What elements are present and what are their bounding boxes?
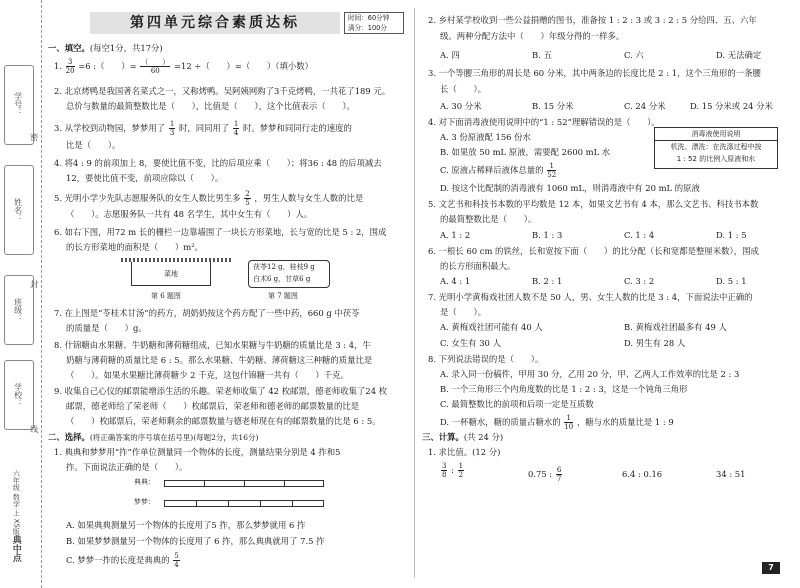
figure-7-caption: 第 7 题图	[268, 292, 298, 300]
choice-5-opt-b[interactable]: B. 1 : 3	[532, 230, 563, 240]
q-text: 3. 从学校到动物园，梦梦用了	[54, 123, 166, 133]
question-7a: 7. 在上图是“苓桂术甘汤”的药方，胡奶奶按这个药方配了一些中药，660 g 中茯苓	[54, 308, 360, 318]
question-2a: 2. 北京烤鸭是我国著名菜式之一，又称烤鸭。吴阿姨网购了3千克烤鸭，一共花了189 元。	[54, 86, 391, 96]
seal-mark-3: 线	[29, 425, 39, 433]
section-note: (将正确答案的序号填在括号里)(每题2分，共16分)	[89, 433, 259, 442]
choice-4-opt-c[interactable]	[440, 162, 557, 179]
diandian-label: 典典：	[134, 478, 155, 486]
fraction	[441, 462, 447, 479]
choice-5b[interactable]: 的最简整数比是（ ）。	[440, 214, 537, 224]
choice-4-opt-a[interactable]: A. 3 份原液配 156 份水	[440, 132, 531, 142]
den: 4	[174, 561, 179, 569]
choice-4a[interactable]: 4. 对下面消毒液使用说明中的“1 : 52”理解错误的是（ ）。	[428, 117, 660, 127]
choice-6a[interactable]: 6. 一根长 60 cm 的铁丝，长和宽按下面（ ）的比分配（长和宽都是整厘米数），围成	[428, 246, 759, 256]
school-label: 学校：	[13, 383, 23, 407]
den: 20	[65, 67, 75, 75]
section-note: (每空1分，共17分)	[89, 43, 163, 53]
q-num: 1.	[54, 61, 62, 71]
den: 4	[233, 129, 239, 137]
fraction	[66, 58, 75, 75]
choice-2-opt-c[interactable]: C. 六	[624, 50, 644, 60]
choice-8-opt-b[interactable]: B. 一个三角形三个内角度数的比是 1 : 2 : 3，这是一个钝角三角形	[440, 384, 688, 394]
question-3b[interactable]: 比是（ ）。	[66, 140, 121, 150]
den: 5	[245, 199, 250, 207]
fraction	[564, 414, 573, 431]
num[interactable]: （ ）	[141, 58, 170, 66]
option-text: C. 原液占稀释后液体总量的	[440, 165, 544, 175]
fraction	[140, 58, 170, 75]
section-note: (共 24 分)	[463, 432, 504, 442]
question-6a: 6. 如右下图，用72 m 长的栅栏一边靠墙围了一块长方形菜地，长与宽的比是 5 : 2，围成	[54, 227, 387, 237]
choice-7-opt-c[interactable]: C. 女生有 30 人	[440, 338, 501, 348]
question-7b[interactable]: 的质量是（ ）g。	[66, 323, 147, 333]
section-title: 二、选择。	[48, 432, 90, 442]
den: 10	[564, 423, 574, 431]
choice-8-opt-c[interactable]: C. 最简整数比的前项和后项一定是互质数	[440, 399, 594, 409]
section-title: 一、填空。	[48, 43, 90, 53]
choice-1-option-c[interactable]	[66, 552, 181, 569]
num: 2	[245, 190, 250, 198]
question-8a: 8. 什锦糖由水果糖、牛奶糖和薄荷糖组成，已知水果糖与牛奶糖的质量比是 3 : 4，牛	[54, 340, 371, 350]
book-label: 六年级 数学 上 XS版	[12, 470, 21, 535]
choice-3-opt-c[interactable]: C. 24 分米	[624, 101, 666, 111]
choice-5-opt-a[interactable]: A. 1 : 2	[440, 230, 471, 240]
notice-title: 消毒液使用说明	[655, 128, 777, 141]
choice-7-opt-a[interactable]: A. 黄梅戏社团可能有 40 人	[440, 322, 543, 332]
left-column	[46, 0, 410, 588]
question-1	[54, 58, 313, 75]
student-id-label: 学号：	[13, 92, 23, 116]
choice-6-opt-c[interactable]: C. 3 : 2	[624, 276, 655, 286]
full-score: 满分：100分	[348, 24, 387, 32]
choice-5-opt-d[interactable]: D. 1 : 5	[716, 230, 747, 240]
choice-6-opt-d[interactable]: D. 5 : 1	[716, 276, 747, 286]
choice-7b[interactable]: 是（ ）。	[440, 307, 487, 317]
choice-1a: 1. 典典和梦梦用“拃”作单位测量同一个物体的长度，测量结果分别是 4 拃和5	[54, 447, 341, 457]
time-limit: 时间：60分钟	[348, 14, 390, 22]
num: 3	[66, 58, 75, 67]
q-text: 5. 光明小学少先队志愿服务队的女生人数比男生多	[54, 193, 241, 203]
q-text[interactable]: =12 ÷（ ）=（ ）（填小数）	[173, 61, 314, 71]
choice-4-opt-b[interactable]: B. 如果放 50 mL 原液，需要配 2600 mL 水	[440, 147, 611, 157]
choice-3-opt-a[interactable]: A. 30 分米	[440, 101, 482, 111]
choice-1-option-a[interactable]: A. 如果典典测量另一个物体的长度用了5 拃，那么梦梦就用 6 拃	[66, 520, 306, 530]
choice-7a: 7. 光明小学黄梅戏社团人数不是 50 人，男、女生人数的比是 3 : 4，下面说法中正确的	[428, 292, 753, 302]
option-text: D. 一杯糖水，糖的质量占糖水的	[440, 417, 561, 427]
num: 1	[547, 162, 556, 171]
choice-3a: 3. 一个等腰三角形的周长是 60 分米，其中两条边的长度比是 2 : 1，这个三角形的一条腰	[428, 68, 761, 78]
section-choice	[48, 432, 258, 442]
fraction	[556, 466, 562, 483]
calc-item-d[interactable]: 34 : 51	[716, 469, 746, 479]
option-text: C. 梦梦一拃的长度是典典的	[66, 555, 170, 565]
question-2b[interactable]: 总价与数量的最简整数比是（ ），比值是（ ），这个比值表示（ ）。	[66, 101, 355, 111]
calc-item-b[interactable]	[528, 466, 563, 483]
den: 7	[556, 475, 562, 483]
choice-2-opt-d[interactable]: D. 无法确定	[716, 50, 762, 60]
seal-mark-2: 封	[29, 280, 39, 288]
figure-6-caption: 第 6 题图	[151, 292, 181, 300]
measure-bar-diandian	[164, 480, 324, 487]
column-divider	[414, 8, 415, 578]
den: 3	[169, 129, 175, 137]
name-label: 姓名：	[13, 198, 23, 222]
fraction	[458, 462, 464, 479]
measure-bar-mengmeng	[164, 500, 324, 507]
choice-5-opt-c[interactable]: C. 1 : 4	[624, 230, 655, 240]
choice-2b[interactable]: 级。两种分配方法中（ ）年级分得的一样多。	[440, 31, 625, 41]
choice-2a: 2. 乡村某学校收到一些公益捐赠的图书，准备按 1 : 2 : 3 或 3 : 2 : 5 分给四、五、六年	[428, 15, 757, 25]
recipe-line-2: 白术6 g，甘草6 g	[253, 275, 311, 283]
notice-line-2: 1 : 52 的比例入原液和水	[676, 155, 756, 163]
option-text: ，糖与水的质量比是 1 : 9	[576, 417, 674, 427]
q-note: (12 分)	[472, 447, 501, 457]
choice-7-opt-b[interactable]: B. 黄梅戏社团最多有 49 人	[624, 322, 727, 332]
num: 1	[458, 462, 464, 470]
garden-label: 菜地	[164, 270, 178, 278]
num: 5	[174, 552, 179, 560]
page-title: 第四单元综合素质达标	[90, 12, 340, 34]
class-label: 班级：	[13, 298, 23, 322]
choice-6-opt-a[interactable]: A. 4 : 1	[440, 276, 471, 286]
notice-line-1: 机洗、漂洗：在洗涤过程中按	[670, 143, 762, 151]
recipe-line-1: 茯苓12 g，桂枝9 g	[253, 263, 315, 271]
disinfectant-notice	[654, 127, 778, 169]
choice-8-opt-d[interactable]	[440, 414, 674, 431]
figure-6	[121, 258, 231, 288]
den: 8	[442, 471, 447, 479]
figure-7	[248, 260, 330, 288]
question-3	[54, 120, 352, 137]
question-9c[interactable]: （ ）枚邮票后，荣老师剩余的邮票数量与德老师现在有的邮票数量的比是 6 : 5。	[66, 416, 381, 426]
seal-mark: 密	[29, 133, 39, 141]
question-9b[interactable]: 邮票，德老师给了荣老师（ ）枚邮票后，荣老师和德老师的邮票数量的比是	[66, 401, 360, 411]
question-6b[interactable]: 的长方形菜地的面积是（ ）m²。	[66, 242, 203, 252]
fraction	[173, 552, 179, 569]
choice-6b: 的长方形面积最大。	[440, 261, 516, 271]
q-text: 时，同同用了	[178, 123, 230, 133]
choice-8-opt-a[interactable]: A. 录入同一份稿件，甲用 30 分，乙用 20 分，甲、乙两人工作效率的比是 2 : 3	[440, 369, 740, 379]
question-9a: 9. 收集自己心仪的邮票能增添生活的乐趣。荣老师收集了 42 枚邮票，德老师收集了24 枚	[54, 386, 388, 396]
num: 1	[564, 414, 573, 423]
question-5	[54, 190, 363, 207]
mengmeng-label: 梦梦：	[134, 498, 155, 506]
brand-logo: 典中点	[10, 535, 21, 562]
calc-item-a[interactable]: $\frac{3}{8}$ : $\frac{1}{2}$	[442, 462, 464, 479]
binding-gutter	[0, 0, 42, 588]
choice-7-opt-d[interactable]: D. 男生有 28 人	[624, 338, 686, 348]
q-text: 1. 求比值。	[428, 447, 473, 457]
fraction	[169, 120, 175, 137]
num: 6	[556, 466, 562, 474]
choice-2-opt-b[interactable]: B. 五	[532, 50, 552, 60]
choice-5a: 5. 文艺书和科技书本数的平均数是 12 本，如果文艺书有 4 本，那么文艺书、科技书本数	[428, 199, 759, 209]
fraction	[547, 162, 556, 179]
page-number: 7	[762, 562, 780, 574]
choice-3b[interactable]: 长（ ）。	[440, 84, 487, 94]
calc-1	[428, 447, 500, 457]
right-column	[420, 0, 790, 588]
choice-6-opt-b[interactable]: B. 2 : 1	[532, 276, 563, 286]
choice-1-option-b[interactable]: B. 如果梦梦测量另一个物体的长度用了 6 拃，那么典典就用了 7.5 拃	[66, 536, 325, 546]
num: 1	[233, 120, 239, 128]
q-text: ，男生人数与女生人数的比是	[254, 193, 364, 203]
section-fill-in	[48, 43, 163, 53]
choice-2-opt-a[interactable]: A. 四	[440, 50, 460, 60]
garden-rect	[131, 262, 211, 286]
question-5b[interactable]: （ ）。志愿服务队一共有 48 名学生，其中女生有（ ）人。	[66, 209, 313, 219]
fraction	[244, 190, 250, 207]
question-8b: 奶糖与薄荷糖的质量比是 6 : 5。那么水果糖、牛奶糖、薄荷糖这三种糖的质量比是	[66, 355, 373, 365]
choice-3-opt-b[interactable]: B. 15 分米	[532, 101, 574, 111]
section-title: 三、计算。	[422, 432, 464, 442]
fraction	[233, 120, 239, 137]
den: 2	[458, 471, 464, 479]
num: 1	[169, 120, 175, 128]
den: 52	[547, 171, 557, 179]
expr: 0.75 :	[528, 469, 553, 479]
q-text: 时。梦梦和同同行走的速度的	[243, 123, 352, 133]
calc-item-c[interactable]: 6.4 : 0.16	[622, 469, 663, 479]
question-8c[interactable]: （ ）。如果水果糖比薄荷糖少 2 千克，这包什锦糖一共有（ ）千克。	[66, 370, 349, 380]
question-4a[interactable]: 4. 将4 : 9 的前项加上 8，要使比值不变，比的后项应乘（ ）；将36 : 48 的后项减去	[54, 158, 382, 168]
den: 60	[150, 67, 160, 75]
choice-8a[interactable]: 8. 下列说法错误的是（ ）。	[428, 354, 544, 364]
section-calc	[422, 432, 503, 442]
q-text[interactable]: =6 :（ ）=	[78, 61, 137, 71]
choice-1b[interactable]: 拃。下面说法正确的是（ ）。	[66, 462, 188, 472]
question-4b[interactable]: 12，要使比值不变，前项应除以（ ）。	[66, 173, 224, 183]
num: 3	[442, 462, 447, 470]
choice-3-opt-d[interactable]: D. 15 分米或 24 分米	[690, 101, 773, 111]
choice-4-opt-d[interactable]: D. 按这个比配制的消毒液有 1060 mL，则消毒液中有 20 mL 的原液	[440, 183, 700, 193]
